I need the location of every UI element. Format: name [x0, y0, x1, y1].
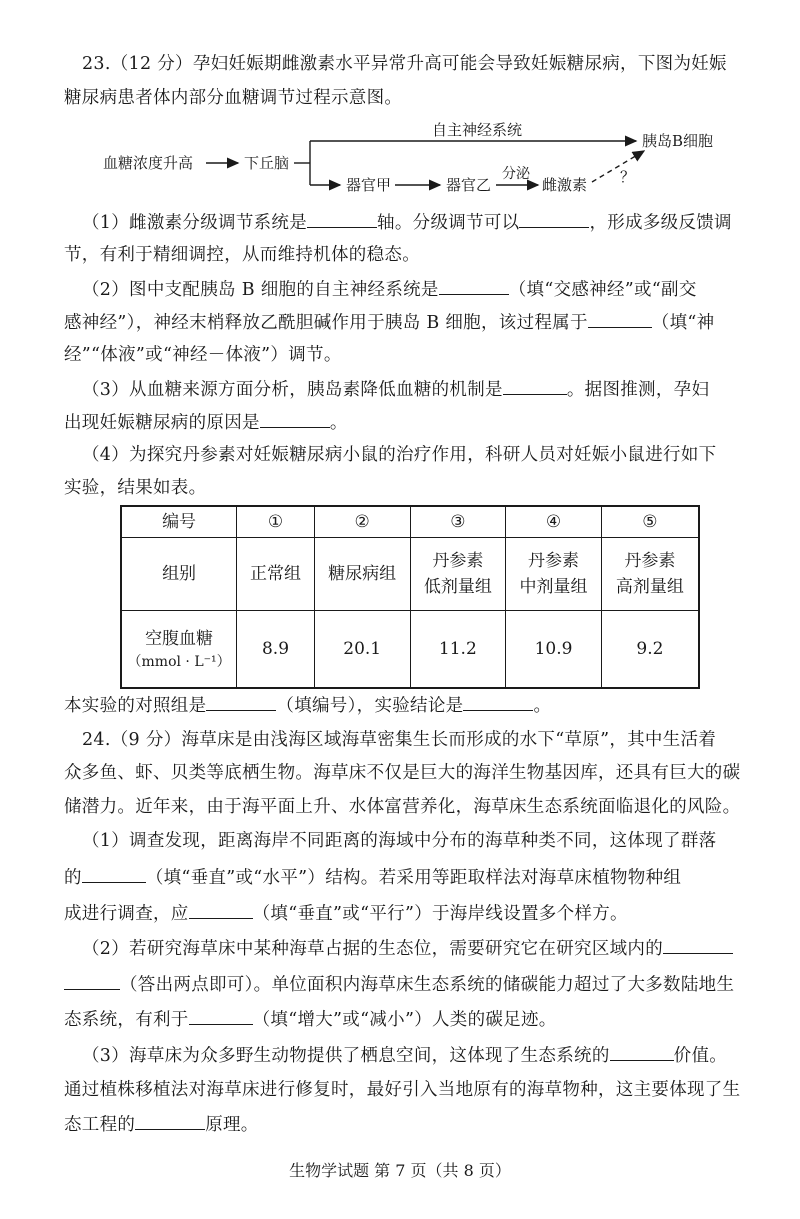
q24-part3-line1: （3）海草床为众多野生动物提供了栖息空间，这体现了生态系统的 价值。: [82, 1046, 728, 1066]
header-fasting-glucose: 空腹血糖 （mmol · L⁻¹）: [121, 611, 237, 689]
label-question-mark: ？: [620, 168, 636, 186]
arrow-estrogen-to-beta-cell: [592, 151, 644, 182]
q24-intro-line2: 众多鱼、虾、贝类等底栖生物。海草床不仅是巨大的海洋生物基因库，还具有巨大的碳: [64, 763, 741, 783]
q23-part3-line1: （3）从血糖来源方面分析，胰岛素降低血糖的机制是 。据图推测，孕妇: [82, 380, 710, 400]
q23-part2-line3: 经”“体液”或“神经－体液”）调节。: [64, 345, 342, 365]
page-footer: 生物学试题 第 7 页（共 8 页）: [289, 1161, 511, 1180]
label-secrete: 分泌: [502, 166, 530, 182]
answer-blank: [135, 1113, 205, 1130]
node-organ-a: 器官甲: [346, 176, 392, 194]
q23-part3-line2: 出现妊娠糖尿病的原因是 。: [64, 413, 348, 433]
q23-part1-line1: （1）雌激素分级调节系统是 轴。分级调节可以 ，形成多级反馈调: [82, 213, 732, 233]
answer-blank: [307, 211, 377, 228]
glucose-value: 8.9: [237, 611, 315, 689]
node-organ-b: 器官乙: [446, 176, 492, 194]
group-number: ⑤: [601, 506, 699, 538]
answer-blank: [189, 1008, 253, 1025]
group-name: 丹参素 中剂量组: [506, 538, 602, 611]
answer-blank: [610, 1044, 674, 1061]
q24-part1-line3: 成进行调查，应 （填“垂直”或“平行”）于海岸线设置多个样方。: [64, 904, 628, 924]
q23-part4-line1: （4）为探究丹参素对妊娠糖尿病小鼠的治疗作用，科研人员对妊娠小鼠进行如下: [82, 445, 717, 465]
q24-intro-line1: 24.（9 分）海草床是由浅海区域海草密集生长而形成的水下“草原”，其中生活着: [82, 730, 717, 750]
q23-part4-line2: 实验，结果如表。: [64, 478, 207, 498]
node-islet-beta-cell: 胰岛B细胞: [642, 132, 714, 150]
header-group: 组别: [121, 538, 237, 611]
table-row: [121, 506, 699, 538]
answer-blank: [64, 973, 120, 990]
group-number: ②: [314, 506, 410, 538]
answer-blank: [503, 378, 567, 395]
node-glucose-rise: 血糖浓度升高: [103, 154, 194, 172]
regulation-diagram: [0, 112, 800, 212]
group-name: 丹参素 低剂量组: [410, 538, 506, 611]
answer-blank: [663, 937, 733, 954]
results-table: [120, 505, 700, 689]
q23-part1-line2: 节，有利于精细调控，从而维持机体的稳态。: [64, 245, 420, 265]
q24-part3-line2: 通过植株移植法对海草床进行修复时，最好引入当地原有的海草物种，这主要体现了生: [64, 1080, 741, 1100]
group-number: ④: [506, 506, 602, 538]
answer-blank: [206, 694, 276, 711]
answer-blank: [260, 411, 330, 428]
group-name: 丹参素 高剂量组: [601, 538, 699, 611]
answer-blank: [519, 211, 589, 228]
q23-conclusion-line: 本实验的对照组是 （填编号），实验结论是 。: [64, 696, 552, 716]
unit-label: （mmol · L⁻¹）: [127, 654, 231, 670]
q24-part2-line3: 态系统，有利于 （填“增大”或“减小”）人类的碳足迹。: [64, 1010, 557, 1030]
answer-blank: [82, 866, 146, 883]
answer-blank: [588, 311, 652, 328]
q23-part2-line2: 感神经”），神经末梢释放乙酰胆碱作用于胰岛 B 细胞，该过程属于 （填“神: [64, 313, 715, 333]
q23-intro-line2: 糖尿病患者体内部分血糖调节过程示意图。: [64, 88, 403, 108]
q24-part1-line2: 的 （填“垂直”或“水平”）结构。若采用等距取样法对海草床植物物种组: [64, 868, 682, 888]
node-autonomic-nervous-system: 自主神经系统: [432, 121, 523, 139]
node-estrogen: 雌激素: [542, 176, 588, 194]
table-row: [121, 611, 699, 689]
glucose-value: 9.2: [601, 611, 699, 689]
answer-blank: [189, 902, 253, 919]
q24-part3-line3: 态工程的 原理。: [64, 1115, 259, 1135]
answer-blank: [463, 694, 533, 711]
q24-part2-line1: （2）若研究海草床中某种海草占据的生态位，需要研究它在研究区域内的: [82, 937, 782, 960]
table-row: [121, 538, 699, 611]
q24-part2-line2: （答出两点即可）。单位面积内海草床生态系统的储碳能力超过了大多数陆地生: [64, 973, 764, 996]
node-hypothalamus: 下丘脑: [244, 154, 290, 172]
glucose-value: 10.9: [506, 611, 602, 689]
answer-blank: [439, 278, 509, 295]
group-number: ①: [237, 506, 315, 538]
q24-intro-line3: 储潜力。近年来，由于海平面上升、水体富营养化，海草床生态系统面临退化的风险。: [64, 797, 741, 817]
group-number: ③: [410, 506, 506, 538]
glucose-value: 20.1: [314, 611, 410, 689]
glucose-value: 11.2: [410, 611, 506, 689]
q23-intro-line1: 23.（12 分）孕妇妊娠期雌激素水平异常升高可能会导致妊娠糖尿病，下图为妊娠: [82, 54, 727, 74]
group-name: 糖尿病组: [314, 538, 410, 611]
header-number: 编号: [121, 506, 237, 538]
group-name: 正常组: [237, 538, 315, 611]
q23-part2-line1: （2）图中支配胰岛 B 细胞的自主神经系统是 （填“交感神经”或“副交: [82, 280, 697, 300]
q24-part1-line1: （1）调查发现，距离海岸不同距离的海域中分布的海草种类不同，这体现了群落: [82, 831, 717, 851]
